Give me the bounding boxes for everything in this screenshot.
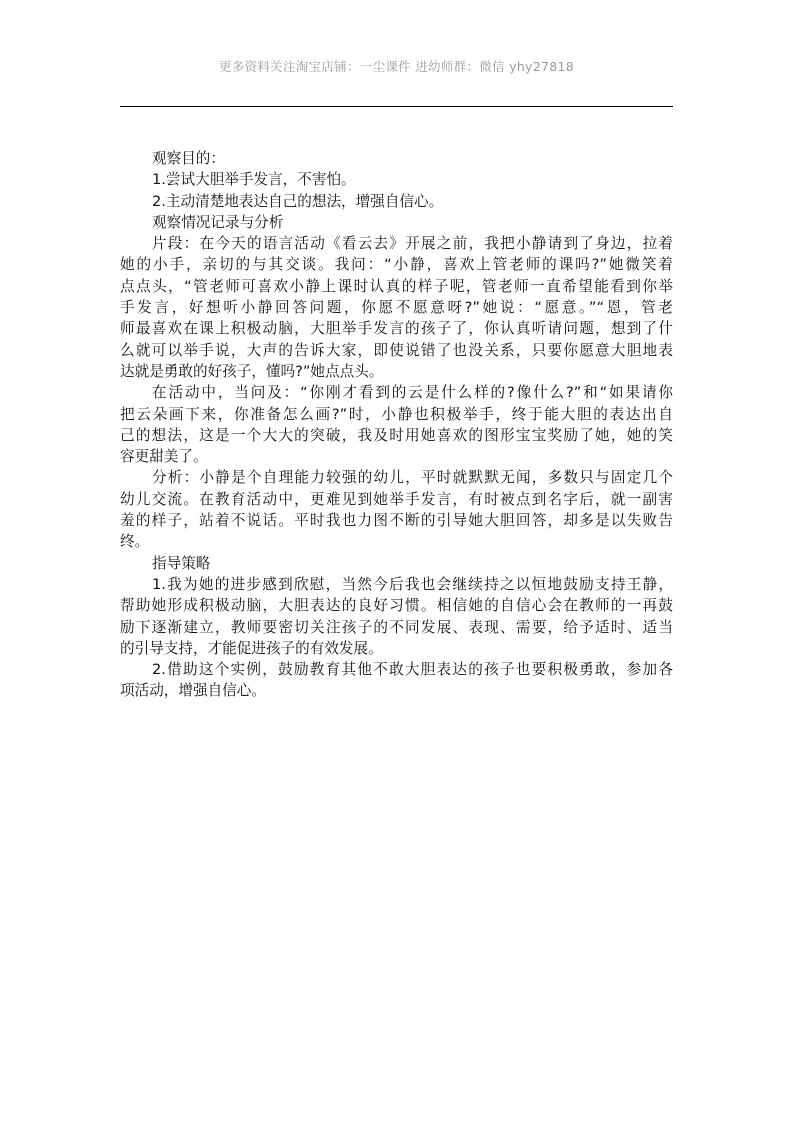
text-line: 观察情况记录与分析 [152,213,284,231]
text-line: 项活动，增强自信心。 [120,682,266,700]
text-line: 容更甜美了。 [120,448,208,466]
text-line: 2.主动清楚地表达自己的想法，增强自信心。 [152,192,444,210]
text-line: 励下逐渐建立，教师要密切关注孩子的不同发展、表现、需要，给予适时、适当 [120,618,673,636]
text-line: 1.尝试大胆举手发言，不害怕。 [152,171,356,189]
text-line: 帮助她形成积极动脑，大胆表达的良好习惯。相信她的自信心会在教师的一再鼓 [120,597,673,615]
text-line: 把云朵画下来，你准备怎么画?”时，小静也积极举手，终于能大胆的表达出自 [120,405,673,423]
text-line: 么就可以举手说，大声的告诉大家，即使说错了也没关系，只要你愿意大胆地表 [120,341,673,359]
text-line: 片段：在今天的语言活动《看云去》开展之前，我把小静请到了身边，拉着 [152,235,673,253]
text-line: 点点头，“管老师可喜欢小静上课时认真的样子呢，管老师一直希望能看到你举 [120,277,673,295]
text-line: 指导策略 [152,554,211,572]
text-line: 幼儿交流。在教育活动中，更难见到她举手发言，有时被点到名字后，就一副害 [120,490,673,508]
text-line: 师最喜欢在课上积极动脑，大胆举手发言的孩子了，你认真听请问题，想到了什 [120,320,673,338]
text-line: 达就是勇敢的好孩子，懂吗?”她点点头。 [120,362,384,380]
text-line: 的引导支持，才能促进孩子的有效发展。 [120,639,383,657]
text-line: 观察目的： [152,150,225,167]
text-line: 终。 [120,533,150,551]
text-line: 己的想法，这是一个大大的突破，我及时用她喜欢的图形宝宝奖励了她，她的笑 [120,426,673,444]
text-line: 2.借助这个实例，鼓励教育其他不敢大胆表达的孩子也要积极勇敢，参加各 [152,661,673,679]
document-body [120,148,673,702]
text-line: 1.我为她的进步感到欣慰，当然今后我也会继续持之以恒地鼓励支持王静， [152,575,673,593]
text-line: 分析：小静是个自理能力较强的幼儿，平时就默默无闻，多数只与固定几个 [152,469,673,487]
page-header-watermark: 更多资料关注淘宝店铺：一尘课件 进幼师群：微信 yhy27818 [218,59,575,74]
header-divider [120,106,673,107]
text-line: 手发言，好想听小静回答问题，你愿不愿意呀?”她说：“愿意。”“恩，管老 [120,299,673,317]
text-line: 她的小手，亲切的与其交谈。我问：“小静，喜欢上管老师的课吗?”她微笑着 [120,256,673,274]
text-line: 在活动中，当问及：“你刚才看到的云是什么样的?像什么?”和“如果请你 [152,384,673,402]
text-line: 羞的样子，站着不说话。平时我也力图不断的引导她大胆回答，却多是以失败告 [120,512,673,530]
